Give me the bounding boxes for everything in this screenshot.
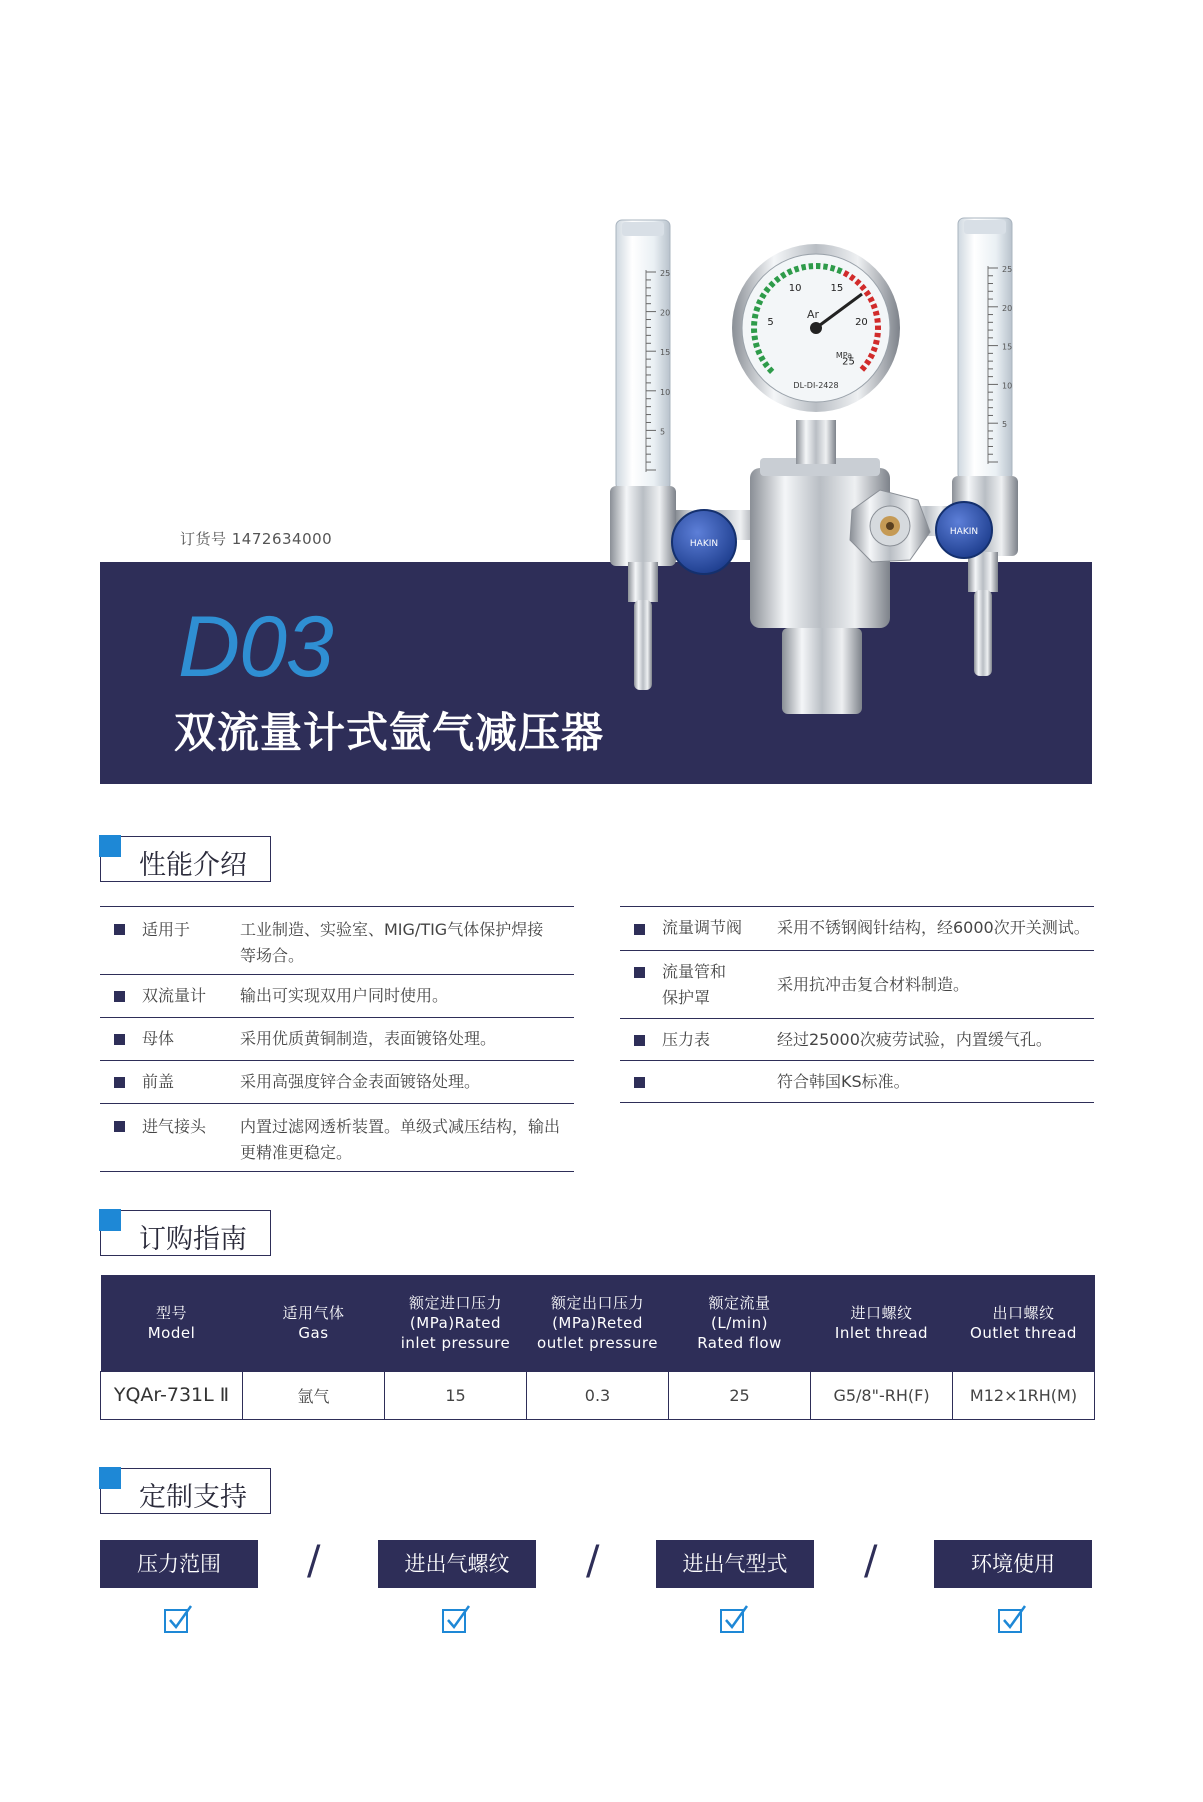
svg-text:DL-DI-2428: DL-DI-2428 <box>793 381 839 390</box>
gauge-arc-segment <box>756 343 757 347</box>
feature-value: 采用高强度锌合金表面镀铬处理。 <box>240 1072 481 1091</box>
svg-text:Ar: Ar <box>806 308 820 321</box>
table-header-row <box>101 1275 1095 1371</box>
feature-label: 前盖 <box>142 1072 175 1091</box>
feature-value: 内置过滤网透析装置。单级式减压结构，输出 更精准更稳定。 <box>240 1117 561 1162</box>
feature-label: 压力表 <box>662 1030 711 1049</box>
cell-gas: 氩气 <box>243 1371 385 1419</box>
right-flowmeter <box>958 218 1012 480</box>
gauge-arc-segment <box>766 288 769 291</box>
scale-label: 10 <box>1002 381 1013 391</box>
feature-value: 工业制造、实验室、MIG/TIG气体保护焊接 等场合。 <box>240 920 544 965</box>
col-inlet-thread: 进口螺纹 Inlet thread <box>811 1275 953 1371</box>
gauge-arc-segment <box>856 281 859 284</box>
feature-value: 符合韩国KS标准。 <box>777 1072 910 1091</box>
section-marker <box>99 835 121 857</box>
section-title: 订购指南 <box>139 1224 247 1255</box>
cell-inlet-thread: G5/8"-RH(F) <box>811 1371 953 1419</box>
scale-label: 20 <box>1002 303 1013 313</box>
scale-label: 5 <box>1002 420 1008 430</box>
checkbox-checked-icon <box>441 1604 471 1634</box>
feature-row <box>100 1061 574 1104</box>
col-rated-flow: 额定流量 (L/min) Rated flow <box>669 1275 811 1371</box>
gauge-arc-segment <box>770 283 773 286</box>
gauge-arc-segment <box>823 266 827 267</box>
custom-option-connection-type: 进出气型式 <box>656 1540 814 1588</box>
feature-value: 采用不锈钢阀针结构，经6000次开关测试。 <box>777 918 1090 937</box>
feature-value: 采用抗冲击复合材料制造。 <box>777 975 970 994</box>
feature-value: 输出可实现双用户同时使用。 <box>240 986 449 1005</box>
gauge-arc-segment <box>837 270 841 272</box>
product-title: 双流量计式氩气减压器 <box>174 708 605 757</box>
bullet-icon <box>634 967 645 978</box>
gauge-scale-label: 25 <box>842 356 855 368</box>
cell-outlet-thread: M12×1RH(M) <box>953 1371 1095 1419</box>
col-model: 型号 Model <box>101 1275 243 1371</box>
left-flowmeter <box>616 220 670 490</box>
gauge-arc-segment <box>776 278 779 281</box>
gauge-arc-segment <box>873 347 875 351</box>
checkbox-checked-icon <box>719 1604 749 1634</box>
gauge-arc-segment <box>761 357 763 361</box>
cell-outlet-pressure: 0.3 <box>527 1371 669 1419</box>
bullet-icon <box>114 991 125 1002</box>
section-ordering-heading <box>100 1210 271 1256</box>
scale-label: 5 <box>660 427 666 437</box>
order-number: 订货号 1472634000 <box>180 530 333 548</box>
table-row <box>101 1371 1095 1419</box>
gauge-arc-segment <box>876 311 877 315</box>
gauge-arc-segment <box>758 350 760 354</box>
gauge-arc-segment <box>762 294 764 298</box>
feature-row <box>100 1018 574 1061</box>
gauge-arc-segment <box>782 274 786 276</box>
feature-row <box>100 1104 574 1172</box>
custom-option-environment: 环境使用 <box>934 1540 1092 1588</box>
gauge-arc-segment <box>756 307 757 311</box>
cell-model: YQAr-731L Ⅱ <box>101 1371 243 1419</box>
bullet-icon <box>634 1035 645 1046</box>
right-valve-knob <box>936 502 992 558</box>
feature-label: 流量管和 保护罩 <box>662 962 727 1007</box>
gauge-scale-label: 5 <box>767 316 774 328</box>
cell-rated-flow: 25 <box>669 1371 811 1419</box>
gauge-arc-segment <box>755 314 756 318</box>
features-right <box>620 906 1094 1103</box>
checkbox-checked-icon <box>997 1604 1027 1634</box>
feature-label: 适用于 <box>142 920 191 939</box>
scale-label: 15 <box>660 348 671 358</box>
gauge-arc-segment <box>862 286 865 289</box>
bullet-icon <box>114 1034 125 1045</box>
section-title: 定制支持 <box>139 1482 247 1513</box>
col-gas: 适用气体 Gas <box>243 1275 385 1371</box>
bullet-icon <box>114 924 125 935</box>
section-marker <box>99 1467 121 1489</box>
col-inlet-pressure: 额定进口压力 (MPa)Rated inlet pressure <box>385 1275 527 1371</box>
feature-row <box>620 1061 1094 1103</box>
scale-label: 10 <box>660 387 671 397</box>
pressure-gauge <box>732 244 900 412</box>
ordering-table <box>100 1275 1095 1420</box>
product-image <box>600 210 1030 720</box>
separator: / <box>307 1538 321 1584</box>
gauge-arc-segment <box>866 292 868 296</box>
feature-value: 采用优质黄铜制造，表面镀铬处理。 <box>240 1029 497 1048</box>
svg-text:HAKIN: HAKIN <box>689 539 719 549</box>
gauge-scale-label: 15 <box>830 283 844 295</box>
svg-text:MPa: MPa <box>835 351 853 360</box>
gauge-scale-label: 10 <box>788 283 802 295</box>
feature-label: 流量调节阀 <box>662 918 743 937</box>
section-marker <box>99 1209 121 1231</box>
scale-label: 25 <box>1002 265 1013 274</box>
feature-label: 进气接头 <box>142 1117 207 1136</box>
bullet-icon <box>114 1077 125 1088</box>
custom-option-thread: 进出气螺纹 <box>378 1540 536 1588</box>
feature-value: 经过25000次疲劳试验，内置缓气孔。 <box>777 1030 1052 1049</box>
col-outlet-pressure: 额定出口压力 (MPa)Reted outlet pressure <box>527 1275 669 1371</box>
gauge-arc-segment <box>876 340 877 344</box>
section-custom-heading <box>100 1468 271 1514</box>
scale-label: 25 <box>660 269 671 278</box>
gauge-arc-segment <box>788 271 792 273</box>
gauge-arc-segment <box>866 360 868 364</box>
separator: / <box>864 1538 878 1584</box>
left-valve-knob <box>672 510 736 574</box>
gauge-arc-segment <box>862 366 865 369</box>
gauge-arc-segment <box>830 268 834 269</box>
col-outlet-thread: 出口螺纹 Outlet thread <box>953 1275 1095 1371</box>
checkbox-checked-icon <box>163 1604 193 1634</box>
gauge-scale-label: 20 <box>855 316 868 328</box>
section-title: 性能介绍 <box>139 850 247 881</box>
feature-row <box>620 1019 1094 1061</box>
bullet-icon <box>634 1077 645 1088</box>
gauge-arc-segment <box>870 354 872 358</box>
gauge-arc-segment <box>802 267 806 268</box>
cell-inlet-pressure: 15 <box>385 1371 527 1419</box>
feature-row <box>620 951 1094 1019</box>
section-features-heading <box>100 836 271 882</box>
gauge-arc-segment <box>873 304 875 308</box>
scale-label: 20 <box>660 308 671 318</box>
gauge-arc-segment <box>769 369 772 372</box>
scale-label: 15 <box>1002 342 1013 352</box>
model-code: D03 <box>178 599 333 695</box>
bullet-icon <box>114 1121 125 1132</box>
gauge-arc-segment <box>850 276 854 279</box>
feature-row <box>100 975 574 1018</box>
gauge-arc-segment <box>870 298 872 302</box>
gauge-arc-segment <box>877 318 878 322</box>
gauge-arc-segment <box>844 273 848 275</box>
separator: / <box>586 1538 600 1584</box>
gauge-arc-segment <box>765 363 768 367</box>
bullet-icon <box>634 924 645 935</box>
feature-row <box>620 907 1094 951</box>
feature-label: 母体 <box>142 1029 175 1048</box>
svg-text:HAKIN: HAKIN <box>949 527 979 537</box>
feature-label: 双流量计 <box>142 986 207 1005</box>
gauge-arc-segment <box>759 300 761 304</box>
gauge-arc-segment <box>754 336 755 340</box>
gauge-arc-segment <box>795 268 799 269</box>
feature-row <box>100 907 574 975</box>
custom-option-pressure-range: 压力范围 <box>100 1540 258 1588</box>
features-left <box>100 906 574 1172</box>
